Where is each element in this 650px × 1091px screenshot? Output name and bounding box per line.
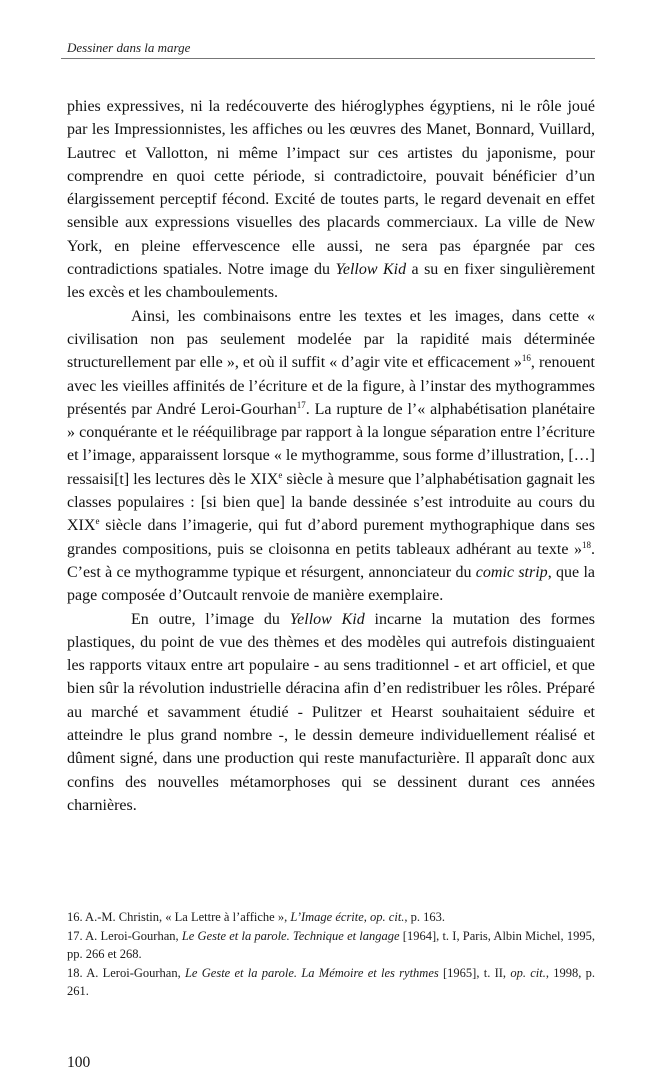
footnote-ref: 17 (296, 399, 306, 410)
footnote-ref: 16 (521, 353, 531, 364)
text-run: [1964], t. I, Paris, Albin Michel, 1995, pp. 266 et 268. (67, 928, 595, 961)
footnote-ref: 18 (582, 539, 591, 550)
page-number: 100 (67, 1054, 91, 1071)
text-run: siècle dans l’imagerie, qui fut d’abord purement mythographique dans ses grandes compositions, puis se cloisonna en petits tableaux adhérant au texte » (67, 517, 595, 558)
body-text (67, 95, 595, 817)
paragraph-2 (67, 305, 595, 608)
text-run-italic: Yellow Kid (335, 261, 407, 279)
footnote-17 (67, 927, 595, 964)
text-run: 16. A.-M. Christin, « La Lettre à l’affiche », (67, 910, 291, 924)
text-run: En outre, l’image du (131, 610, 290, 628)
footnotes (67, 908, 595, 1001)
text-run: , 1998, p. 261. (67, 965, 595, 998)
text-run-italic: op. cit. (510, 965, 546, 980)
text-run: [1965], t. II, (438, 965, 511, 980)
header-rule (61, 58, 595, 59)
text-run: 17. A. Leroi-Gourhan, (67, 928, 182, 943)
text-run-italic: Le Geste et la parole. Technique et langage (181, 928, 400, 943)
text-run: , p. 163. (404, 910, 446, 924)
footnote-18 (67, 964, 595, 1001)
text-run: . C’est à ce mythogramme typique et résurgent, annonciateur du (67, 540, 595, 581)
text-run: Ainsi, les combinaisons entre les textes et les images, dans cette « civilisation non pas seulement modelée par la rapidité mais déterminée structurellement par elle », et où il suffit « d’agir vite et efficacement » (67, 307, 595, 372)
text-run: , renouent avec les vieilles affinités de l’écriture et de la figure, à l’instar des mythogrammes présentés par André Leroi-Gourhan (67, 354, 595, 418)
text-run: 18. A. Leroi-Gourhan, (67, 965, 185, 980)
text-run: incarne la mutation des formes plastiques, du point de vue des thèmes et des modèles qui autrefois distinguaient les rapports vitaux entre art populaire - au sens traditionnel - et art officiel, et que bien sûr la révolution industrielle déracina afin d’en redistribuer les rôles. Préparé au marché et savamment étudié - Pulitzer et Hearst souhaitaient séduire et atteindre le plus grand nombre -, le dessin demeure individuellement réalisé et dûment signé, dans une production qui reste manufacturière. Il apparaît donc aux confins des nouvelles métamorphoses qui se dessinent durant ces années charnières. (67, 610, 596, 814)
text-run: siècle à mesure que l’alphabétisation gagnait les classes populaires : [si bien que] la bande dessinée s’est introduite au cours du XIX (67, 470, 596, 535)
running-head: Dessiner dans la marge (67, 40, 191, 55)
footnote-16 (67, 908, 595, 927)
text-run-italic: L’Image écrite, op. cit. (290, 910, 405, 924)
superscript: e (278, 469, 283, 480)
text-run: . La rupture de l’« alphabétisation planétaire » conquérante et le rééquilibrage par rapport à la longue séparation entre l’écriture et l’image, apparaissent lorsque « le mythogramme, sous forme d’illustration, […] ressaisi[t] les lectures dès le XIX (67, 400, 595, 488)
text-run-italic: Yellow Kid (289, 610, 365, 628)
text-run: phies expressives, ni la redécouverte des hiéroglyphes égyptiens, ni le rôle joué par les Impressionnistes, les affiches ou les œuvres des Manet, Bonnard, Vuillard, Lautrec et Vallotton, ni même l’impact sur ces artistes du japonisme, pour comprendre en quoi cette période, si contradictoire, pouvait bénéficier d’un élargissement perceptif fécond. Excité de toutes parts, le regard devenait en effet sensible aux expressions visuelles des placards commerciaux. La ville de New York, en pleine effervescence elle aussi, ne sera pas épargnée par ces contradictions spatiales. Notre image du (67, 98, 595, 279)
text-run-italic: Le Geste et la parole. La Mémoire et les rythmes (184, 965, 439, 980)
paragraph-3 (67, 608, 595, 818)
text-run: a su en fixer singulièrement les excès et les chamboulements. (67, 261, 596, 302)
superscript: e (95, 516, 100, 527)
text-run-italic: comic strip (475, 563, 548, 581)
paragraph-1 (67, 95, 595, 305)
text-run: , que la page composée d’Outcault renvoie de manière exemplaire. (67, 563, 596, 605)
